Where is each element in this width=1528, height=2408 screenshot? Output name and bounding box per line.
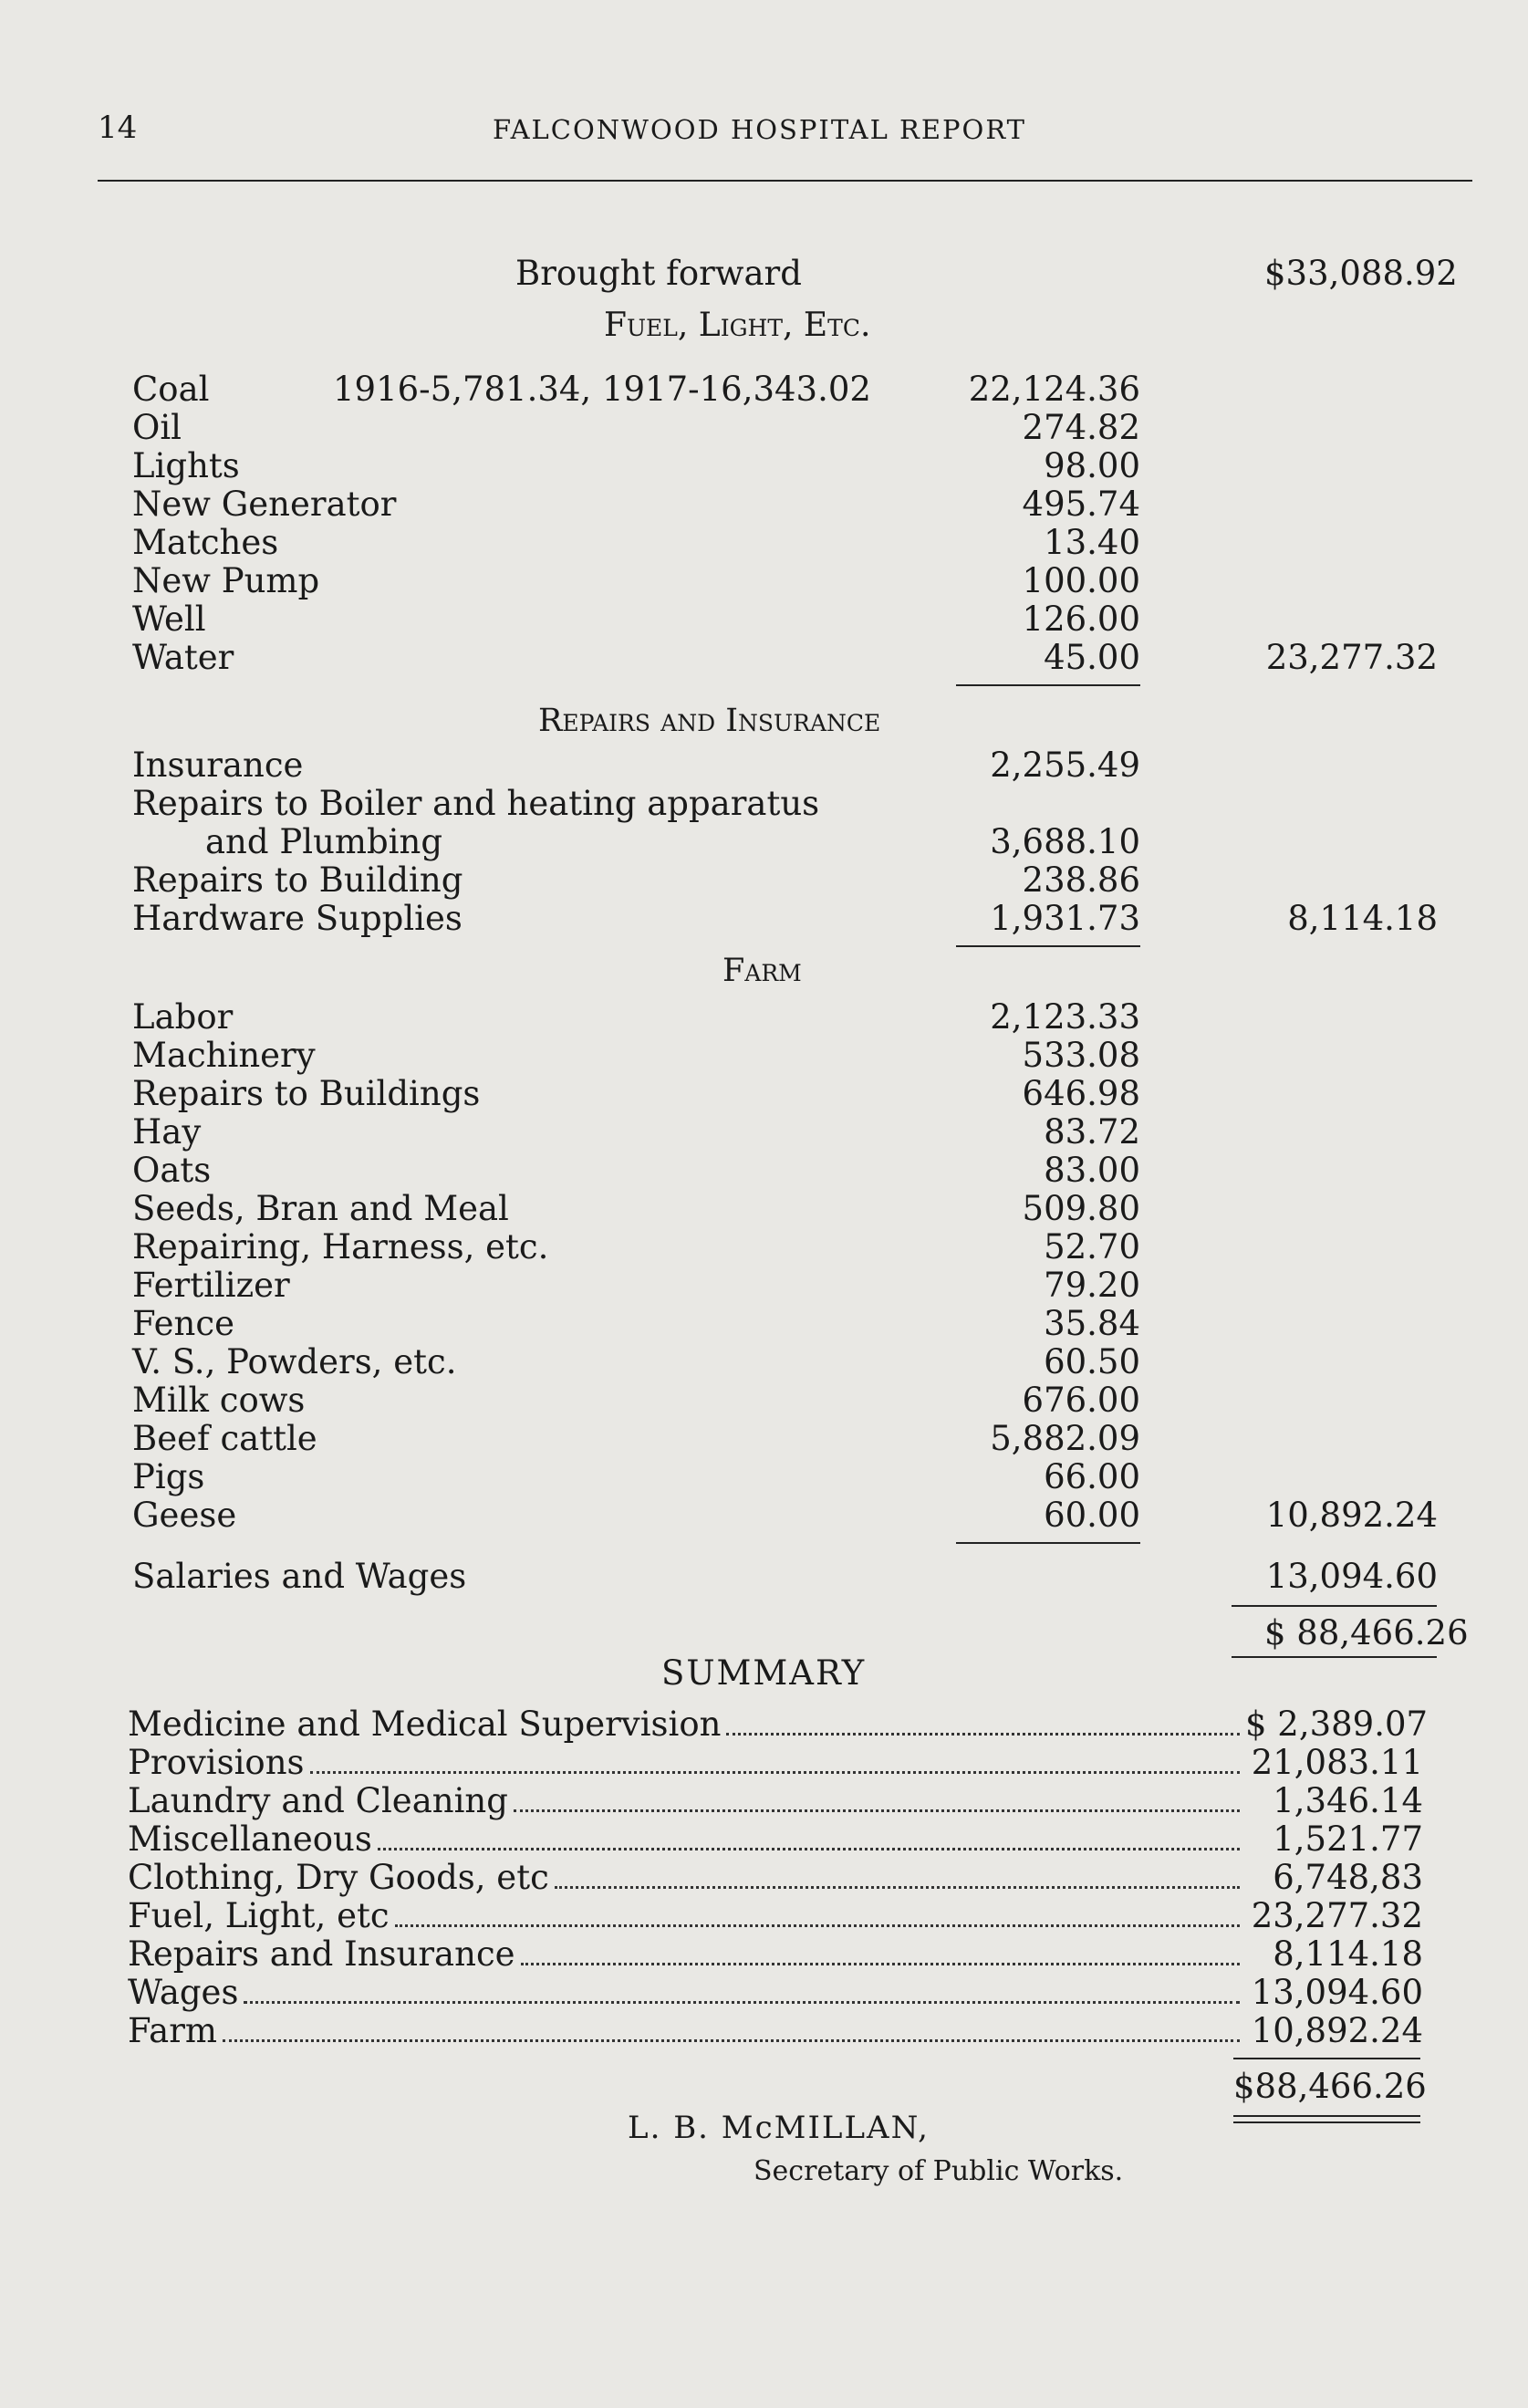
repairs-item-label: Repairs to Boiler and heating apparatus: [132, 784, 820, 823]
summary-total: $88,466.26: [1233, 2067, 1427, 2106]
summary-amount: 10,892.24: [1251, 2011, 1423, 2050]
farm-item-amount: 60.00: [1044, 1496, 1140, 1535]
dot-leader: [378, 1848, 1240, 1850]
fuel-item-note: 1916-5,781.34, 1917-16,343.02: [333, 370, 871, 409]
farm-item-label: Oats: [132, 1151, 212, 1190]
dot-leader: [521, 1963, 1240, 1965]
fuel-item-label: New Pump: [132, 561, 320, 600]
summary-row: [128, 1934, 1423, 1974]
fuel-item-amount: 274.82: [1022, 408, 1140, 447]
total-rule: [1232, 1656, 1437, 1658]
farm-item-amount: 646.98: [1022, 1074, 1140, 1113]
summary-amount: 1,346.14: [1273, 1781, 1423, 1820]
farm-item-amount: 66.00: [1044, 1457, 1140, 1496]
grand-total: $ 88,466.26: [1264, 1613, 1469, 1652]
summary-label: Provisions: [128, 1743, 305, 1782]
dot-leader: [555, 1886, 1240, 1889]
farm-item-amount: 676.00: [1022, 1381, 1140, 1420]
repairs-item-label: Insurance: [132, 745, 304, 785]
farm-item-amount: 2,123.33: [990, 997, 1140, 1037]
fuel-item-label: Coal: [132, 370, 210, 409]
farm-item-label: Seeds, Bran and Meal: [132, 1189, 509, 1228]
farm-item-label: Fertilizer: [132, 1266, 290, 1305]
farm-item-label: Pigs: [132, 1457, 205, 1496]
summary-label: Wages: [128, 1973, 239, 2012]
fuel-heading: Fuel, Light, Etc.: [604, 307, 871, 344]
fuel-item-amount: 100.00: [1022, 561, 1140, 600]
farm-item-amount: 60.50: [1044, 1342, 1140, 1381]
dot-leader: [223, 2039, 1240, 2042]
repairs-item-amount: 3,688.10: [990, 822, 1140, 861]
brought-forward-amount: $33,088.92: [1264, 254, 1458, 293]
page-number: 14: [98, 109, 138, 146]
fuel-item-amount: 45.00: [1044, 638, 1140, 677]
farm-item-label: Hay: [132, 1112, 202, 1152]
fuel-total: 23,277.32: [1265, 638, 1438, 677]
repairs-heading: Repairs and Insurance: [538, 703, 881, 739]
farm-item-amount: 35.84: [1044, 1304, 1140, 1343]
summary-label: Medicine and Medical Supervision: [128, 1704, 722, 1744]
summary-label: Laundry and Cleaning: [128, 1781, 508, 1820]
farm-item-label: Repairing, Harness, etc.: [132, 1227, 549, 1267]
summary-label: Miscellaneous: [128, 1819, 372, 1859]
fuel-item-label: Matches: [132, 523, 279, 562]
summary-label: Clothing, Dry Goods, etc: [128, 1858, 549, 1897]
fuel-item-label: New Generator: [132, 485, 397, 524]
fuel-item-amount: 495.74: [1022, 485, 1140, 524]
summary-total-rule: [1233, 2058, 1420, 2059]
brought-forward-label: Brought forward: [515, 254, 802, 293]
farm-item-amount: 533.08: [1022, 1036, 1140, 1075]
summary-amount: 8,114.18: [1273, 1934, 1423, 1974]
summary-row: [128, 1973, 1423, 2012]
dot-leader: [726, 1733, 1240, 1736]
header-rule: [98, 180, 1472, 182]
double-rule: [1233, 2121, 1420, 2123]
salaries-amount: 13,094.60: [1265, 1557, 1438, 1596]
total-rule: [1232, 1605, 1437, 1607]
summary-label: Repairs and Insurance: [128, 1934, 515, 1974]
summary-row: [128, 1781, 1423, 1820]
farm-total: 10,892.24: [1265, 1496, 1438, 1535]
repairs-item-label: Hardware Supplies: [132, 899, 463, 938]
dot-leader: [395, 1924, 1240, 1927]
summary-row: [128, 2011, 1423, 2050]
fuel-item-amount: 22,124.36: [968, 370, 1140, 409]
dot-leader: [310, 1771, 1240, 1774]
farm-item-label: Fence: [132, 1304, 234, 1343]
summary-amount: $ 2,389.07: [1245, 1704, 1429, 1744]
farm-item-label: Labor: [132, 997, 234, 1037]
summary-row: [128, 1743, 1423, 1782]
farm-heading: Farm: [722, 953, 802, 989]
farm-item-amount: 83.00: [1044, 1151, 1140, 1190]
farm-item-amount: 52.70: [1044, 1227, 1140, 1267]
summary-row: [128, 1896, 1423, 1935]
summary-row: [128, 1858, 1423, 1897]
fuel-item-label: Lights: [132, 446, 240, 485]
summary-amount: 6,748,83: [1273, 1858, 1423, 1897]
repairs-item-label: and Plumbing: [205, 822, 443, 861]
summary-amount: 13,094.60: [1251, 1973, 1423, 2012]
summary-amount: 21,083.11: [1251, 1743, 1423, 1782]
repairs-item-amount: 238.86: [1022, 860, 1140, 900]
dot-leader: [244, 2001, 1240, 2004]
farm-item-amount: 83.72: [1044, 1112, 1140, 1152]
farm-item-label: Geese: [132, 1496, 237, 1535]
fuel-item-label: Water: [132, 638, 234, 677]
farm-item-label: Beef cattle: [132, 1419, 317, 1458]
salaries-label: Salaries and Wages: [132, 1557, 467, 1596]
double-rule: [1233, 2115, 1420, 2117]
summary-row: [128, 1819, 1423, 1859]
summary-row: [128, 1704, 1429, 1744]
farm-item-amount: 509.80: [1022, 1189, 1140, 1228]
subtotal-rule: [956, 945, 1140, 947]
fuel-item-amount: 13.40: [1044, 523, 1140, 562]
farm-item-amount: 79.20: [1044, 1266, 1140, 1305]
running-title: FALCONWOOD HOSPITAL REPORT: [493, 114, 1027, 145]
signature-name: L. B. McMILLAN,: [628, 2110, 930, 2146]
summary-label: Farm: [128, 2011, 217, 2050]
fuel-item-label: Oil: [132, 408, 182, 447]
dot-leader: [514, 1809, 1240, 1812]
fuel-item-amount: 98.00: [1044, 446, 1140, 485]
farm-item-amount: 5,882.09: [990, 1419, 1140, 1458]
subtotal-rule: [956, 1542, 1140, 1544]
summary-amount: 1,521.77: [1273, 1819, 1423, 1859]
farm-item-label: V. S., Powders, etc.: [132, 1342, 457, 1381]
farm-item-label: Milk cows: [132, 1381, 306, 1420]
repairs-item-amount: 2,255.49: [990, 745, 1140, 785]
repairs-total: 8,114.18: [1287, 899, 1438, 938]
signature-title: Secretary of Public Works.: [754, 2155, 1124, 2187]
fuel-item-label: Well: [132, 599, 206, 639]
summary-label: Fuel, Light, etc: [128, 1896, 390, 1935]
farm-item-label: Repairs to Buildings: [132, 1074, 481, 1113]
farm-item-label: Machinery: [132, 1036, 316, 1075]
summary-heading: SUMMARY: [661, 1653, 867, 1693]
repairs-item-label: Repairs to Building: [132, 860, 463, 900]
summary-amount: 23,277.32: [1251, 1896, 1423, 1935]
subtotal-rule: [956, 684, 1140, 686]
repairs-item-amount: 1,931.73: [990, 899, 1140, 938]
fuel-item-amount: 126.00: [1022, 599, 1140, 639]
